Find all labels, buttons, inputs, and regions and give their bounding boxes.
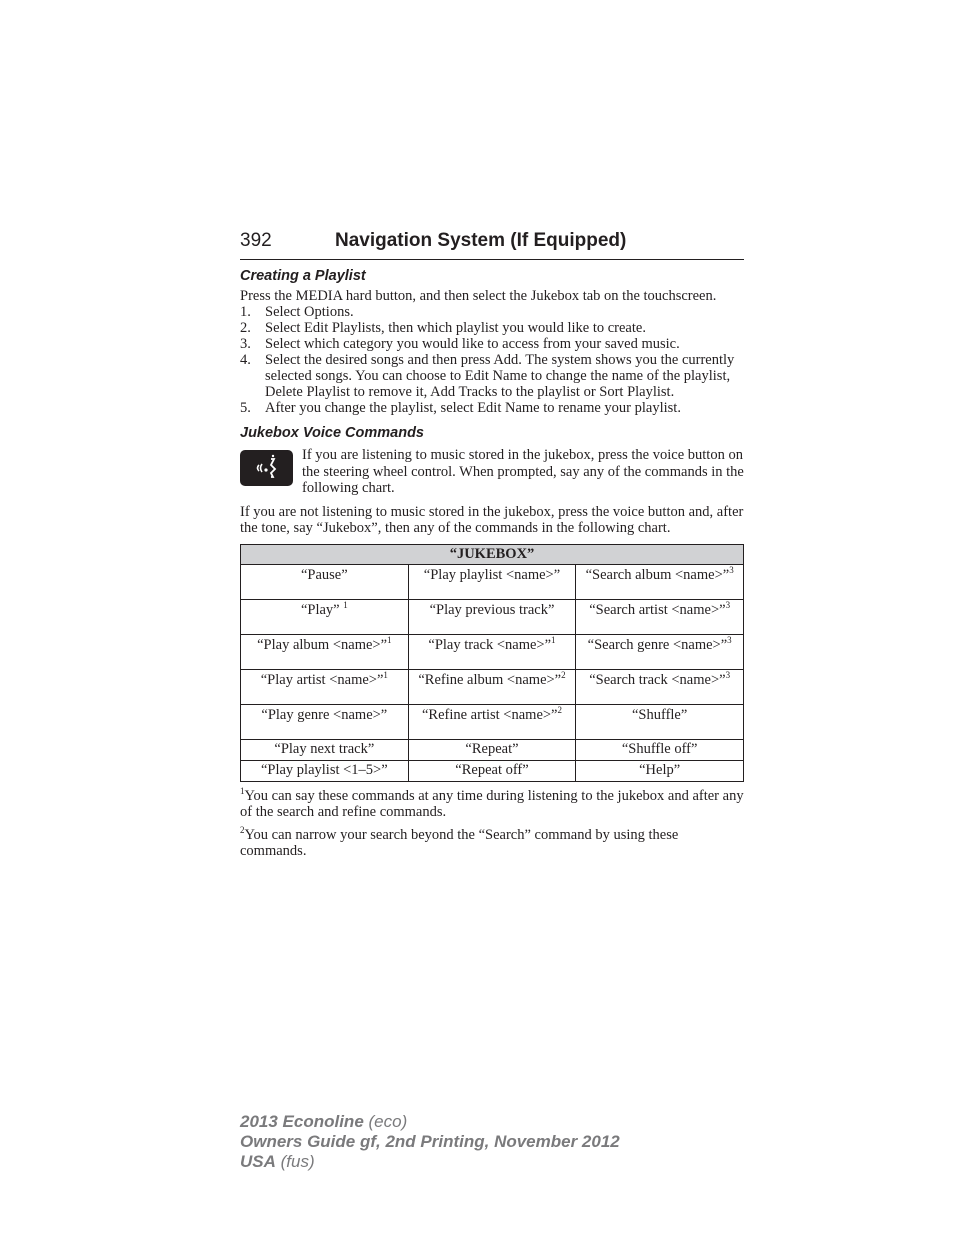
table-cell: “Play” $^1$ bbox=[241, 599, 409, 634]
voice-instruction bbox=[240, 447, 744, 497]
table-cell: “Search artist <name>”$^3$ bbox=[576, 599, 744, 634]
table-cell: “Play previous track” bbox=[408, 599, 576, 634]
page-header bbox=[240, 229, 744, 260]
table-row bbox=[241, 634, 744, 669]
jukebox-paragraph: If you are not listening to music stored in the jukebox, press the voice button and, after the tone, say “Jukebox”, then any of the commands in the following chart. bbox=[240, 503, 744, 536]
manual-page bbox=[240, 229, 744, 859]
table-cell: “Search album <name>”$^3$ bbox=[576, 564, 744, 599]
page-number: 392 bbox=[240, 230, 272, 251]
list-item bbox=[240, 352, 744, 400]
table-cell: “Shuffle off” bbox=[576, 739, 744, 760]
table-cell: “Shuffle” bbox=[576, 704, 744, 739]
table-row bbox=[241, 739, 744, 760]
list-item bbox=[240, 336, 744, 352]
table-cell: “Search track <name>”$^3$ bbox=[576, 669, 744, 704]
table-cell: “Help” bbox=[576, 760, 744, 781]
table-row bbox=[241, 564, 744, 599]
voice-text: If you are listening to music stored in the jukebox, press the voice button on the steering wheel control. When prompted, say any of the commands in the following chart. bbox=[302, 447, 744, 496]
table-row bbox=[241, 760, 744, 781]
table-cell: “Refine album <name>”$^2$ bbox=[408, 669, 576, 704]
list-item bbox=[240, 320, 744, 336]
jukebox-commands-table bbox=[240, 544, 744, 782]
table-cell: “Play playlist <name>” bbox=[408, 564, 576, 599]
section-intro: Press the MEDIA hard button, and then select the Jukebox tab on the touchscreen. bbox=[240, 288, 717, 304]
voice-button-icon bbox=[240, 450, 293, 486]
table-cell: “Play album <name>”$^1$ bbox=[241, 634, 409, 669]
step-number: 2. bbox=[240, 320, 251, 336]
table-cell: “Play next track” bbox=[241, 739, 409, 760]
step-number: 1. bbox=[240, 304, 251, 320]
step-number: 3. bbox=[240, 336, 251, 352]
table-row bbox=[241, 599, 744, 634]
footnote-1: $^1$You can say these commands at any time during listening to the jukebox and after any of the search and refine commands. bbox=[240, 785, 744, 820]
table-cell: “Play track <name>”$^1$ bbox=[408, 634, 576, 669]
list-item bbox=[240, 400, 744, 416]
footer-line-1: 2013 Econoline (eco) bbox=[240, 1112, 408, 1131]
chapter-title: Navigation System (If Equipped) bbox=[335, 230, 627, 251]
step-text: After you change the playlist, select Edit Name to rename your playlist. bbox=[265, 400, 681, 416]
step-text: Select which category you would like to access from your saved music. bbox=[265, 336, 680, 352]
table-cell: “Search genre <name>”$^3$ bbox=[576, 634, 744, 669]
table-row bbox=[241, 704, 744, 739]
table-cell: “Pause” bbox=[241, 564, 409, 599]
list-item bbox=[240, 304, 744, 320]
footer-line-2: Owners Guide gf, 2nd Printing, November 2012 bbox=[240, 1132, 620, 1151]
footnote-2: $^2$You can narrow your search beyond the “Search” command by using these commands. bbox=[240, 824, 679, 859]
step-text: Select Options. bbox=[265, 304, 354, 320]
table-row bbox=[241, 669, 744, 704]
table-cell: “Repeat” bbox=[408, 739, 576, 760]
step-number: 4. bbox=[240, 352, 251, 368]
table-cell: “Refine artist <name>”$^2$ bbox=[408, 704, 576, 739]
table-cell: “Play artist <name>”$^1$ bbox=[241, 669, 409, 704]
table-cell: “Play genre <name>” bbox=[241, 704, 409, 739]
table-cell: “Play playlist <1–5>” bbox=[241, 760, 409, 781]
section-title-creating-playlist: Creating a Playlist bbox=[240, 268, 366, 284]
table-header: “JUKEBOX” bbox=[241, 544, 744, 564]
step-text: Select Edit Playlists, then which playlist you would like to create. bbox=[265, 320, 646, 336]
playlist-steps bbox=[240, 304, 744, 416]
section-title-jukebox-voice: Jukebox Voice Commands bbox=[240, 425, 424, 441]
table-cell: “Repeat off” bbox=[408, 760, 576, 781]
page-footer bbox=[240, 1112, 620, 1172]
step-text: Select the desired songs and then press Add. The system shows you the currently selected songs. You can choose to Edit Name to change the name of the playlist, Delete Playlist to remove it, Add Tracks to the playlist or Sort Playlist. bbox=[265, 352, 735, 400]
step-number: 5. bbox=[240, 400, 251, 416]
footer-line-3: USA (fus) bbox=[240, 1152, 315, 1171]
